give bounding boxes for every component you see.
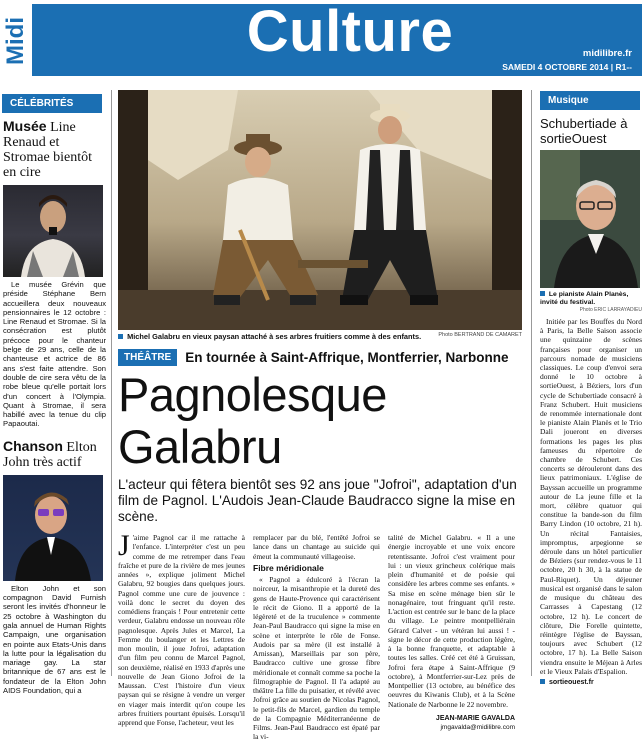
chanson-lead: Chanson bbox=[3, 437, 63, 454]
caption-text: Michel Galabru en vieux paysan attaché à ses arbres fruitiers comme à des enfants. bbox=[127, 332, 422, 341]
kicker-row bbox=[118, 347, 522, 367]
author-email[interactable]: jmgavalda@midilibre.com bbox=[440, 724, 515, 731]
article-body bbox=[118, 529, 522, 742]
kicker-tag: THÉÂTRE bbox=[118, 349, 177, 366]
column-2-text-b: « Pagnol a édulcoré à l'écran la noirceur, la misanthropie et la dureté des gens de Haute-Provence qui caractérisent le récit de Giono. Il a apporté de la légèreté et de la truculence » commente Jean-Paul Baudracco qui signe la mise en scène et interprète le rôle de Fonse. Audois par sa mère (il est installé à Arnissan), Marseillais par son père, Baudracco cultive une grosse fibre méridionale et connaît comme sa poche la filmographie de Pagnol. Il l'a adapté au théâtre La fille du puisatier, et révélé avec Jofroi grâce au soutien de Nicolas Pagnol, le petit-fils de Marcel, gardien du temple de la Compagnie Méditerranéenne de Films. Jean-Paul Baudracco est épaté par la vi- bbox=[253, 575, 380, 742]
column-divider bbox=[111, 90, 112, 676]
stromae-photo bbox=[3, 185, 103, 277]
main-article bbox=[118, 90, 522, 742]
article-standfirst: L'acteur qui fêtera bientôt ses 92 ans joue "Jofroi", adaptation d'un film de Pagnol. L'Audois Jean-Claude Baudracco signe la mise en scène. bbox=[118, 477, 517, 524]
section-banner bbox=[32, 0, 642, 76]
caption-square-icon bbox=[540, 291, 545, 296]
article-headline: Pagnolesque Galabru bbox=[118, 368, 387, 473]
right-site-text[interactable]: sortieouest.fr bbox=[548, 678, 594, 686]
column-2-heading: Fibre méridionale bbox=[253, 562, 324, 573]
column-1-text: 'aime Pagnol car il me rattache à l'enfance. L'interpréter c'est un peu comme de me retremper dans l'eau fraîche et pure de la rivière de mes jeunes années », explique joliment Michel Galabru, 92 bougies dans quelques jours. Pagnol comme une cure de jouvence : voilà donc le secret du doyen des comédiens français ! Pour entretenir cette verdeur, Galabru endosse un nouveau rôle pagnolesque. Après Jules et Marcel, La Femme du boulanger et les Lettres de mon moulin, il joue Jofroi, adaptation d'un film peu connu de Marcel Pagnol, son deuxième, réalisé en 1933 d'après une nouvelle de Jean Giono Jofroi de la Maussan. C'est l'histoire d'un vieux paysan qui se résigne à vendre un verger en viager mais interdit qu'on coupe les arbres fruitiers pourtant épuisés. Lorsqu'il apprend que Fonse, l'acheteur, veut les bbox=[118, 533, 245, 727]
column-divider bbox=[531, 90, 532, 676]
dropcap: J bbox=[118, 529, 130, 562]
pianist-photo bbox=[540, 150, 640, 288]
chanson-brief-title bbox=[3, 439, 108, 470]
page-header bbox=[0, 0, 644, 78]
author-signature: JEAN-MARIE GAVALDA bbox=[435, 714, 515, 722]
section-title: Culture bbox=[246, 0, 454, 64]
chanson-text: Elton John et son compagnon David Furnish seront les invités d'honneur le 25 octobre à Washington du gala annuel de Human Rights Campaign, une organisation en pointe aux Etats-Unis dans la lutte pour la légalisation du mariage gay. La star britannique de 67 ans est le fondateur de la Elton John AIDS Foundation, qui a bbox=[3, 583, 106, 696]
pianist-photo-credit: Photo ERIC LARRAYADIEU bbox=[579, 307, 642, 313]
musee-brief-title bbox=[3, 119, 108, 180]
chanson-title: Elton John très actif bbox=[3, 439, 97, 470]
caption-square-icon bbox=[118, 334, 123, 339]
caption-square-icon bbox=[540, 679, 545, 684]
right-title: Schubertiade à sortieOuest bbox=[540, 116, 628, 146]
musee-title: Line Renaud et Stromae bientôt en cire bbox=[3, 120, 93, 180]
article-subtitle: En tournée à Saint-Affrique, Montferrier, Narbonne bbox=[185, 349, 509, 365]
photo-credit: Photo BERTRAND DE CAMARET bbox=[438, 332, 522, 338]
dateline: SAMEDI 4 OCTOBRE 2014 | R1-- bbox=[502, 62, 632, 72]
column-2-text-a: remplacer par du blé, l'entêté Jofroi se lance dans un chantage au suicide qui émeut la communauté villageoise. bbox=[253, 533, 380, 561]
right-text: Initiée par les Bouffes du Nord à Paris, la Belle Saison associe une quinzaine de scènes françaises pour organiser un parcours nomade de musiciens classiques. Le coup d'envoi sera donné le 10 octobre à sortieOuest, à Béziers, lors d'un cycle de Schubertiade consacré à Franz Schubert. Huit musiciens de renommée internationale dont le pianiste Alain Planès et le Trio Dali joueront en diverses formations les pages les plus fameuses du répertoire de chambre de Schubert. Ces concerts se dérouleront dans des lieux patrimoniaux. L'église de Bayssan accueille un programme autour de La jeune fille et la mort, célèbre quatuor qui constitue la bande-son du film Barry Lindon (10 octobre, 21 h). Un récital Fantaisies, impromptus, arpegionne se déroule dans un hôtel particulier de Béziers (sur rendez-vous le 11 octobre, 20 h 30, à la statue de Paul-Riquet). Un déjeuner musical est organisé dans le salon de musique du château des Carrasses à Capestang (12 octobre, 12 h). Le concert de clôture, Die Forelle quintette, réintègre l'église de Bayssan, toujours avec Schubert (12 octobre, 17 h). La Belle Saison viendra ensuite le Méjean à Arles et le Vieux Palais d'Espalion. bbox=[540, 317, 642, 676]
musee-text: Le musée Grévin que préside Stéphane Bern accueillera deux nouveaux pensionnaires le 12 octobre : Line Renaud et Stromae. Si la consécration est plutôt précoce pour le chanteur belge de 29 ans, celle de la chanteuse et actrice de 86 ans s'est faite attendre. Son double de cire sera vêtu de la robe bleue qu'elle portait lors d'un concert à l'Olympia. Quant à Stromae, il sera habillé avec la tenue du clip Papaoutai. bbox=[3, 280, 106, 429]
left-column bbox=[0, 88, 108, 696]
elton-john-photo bbox=[3, 475, 103, 581]
pianist-caption bbox=[540, 291, 642, 307]
pianist-caption-text: Le pianiste Alain Planès, invité du festival. bbox=[540, 291, 629, 306]
masthead-logo: Midi bbox=[2, 17, 29, 65]
column-3-text: talité de Michel Galabru. « Il a une énergie incroyable et une voix encore retentissante. Jofroi c'est vraiment pour lui : un vieux grincheux colérique mais plein d'humanité et de poésie qui considère les arbres comme ses enfants. » Sa mise en scène ménage bien sûr le nonagénaire, tout fringuant qu'il reste. L'action est centrée sur le banc de la place du village. Le peintre montpelliérain Gérard Calvet - un vétéran lui aussi ! - signe le décor de cette production légère, à la bonne franquette, et adaptable à toutes les salles. Créé cet été à Gruissan, Jofroi fera étape à Saint-Affrique (9 octobre), à Montferrier-sur-Lez près de Montpellier (13 octobre, au bénéfice des oeuvres du Kiwanis Club), et à la Scène Nationale de Narbonne le 22 novembre. bbox=[388, 533, 515, 709]
right-site-link[interactable] bbox=[540, 679, 642, 686]
article-column-2 bbox=[253, 533, 380, 742]
article-column-3 bbox=[388, 533, 515, 742]
celebrites-tag: CÉLÉBRITÉS bbox=[2, 94, 102, 113]
main-photo bbox=[118, 90, 522, 330]
article-column-1 bbox=[118, 529, 245, 742]
site-url[interactable]: midilibre.fr bbox=[582, 48, 632, 59]
photo-caption bbox=[118, 332, 522, 341]
musee-lead: Musée bbox=[3, 118, 47, 134]
right-column bbox=[538, 90, 642, 686]
musique-tag: Musique bbox=[540, 91, 640, 110]
